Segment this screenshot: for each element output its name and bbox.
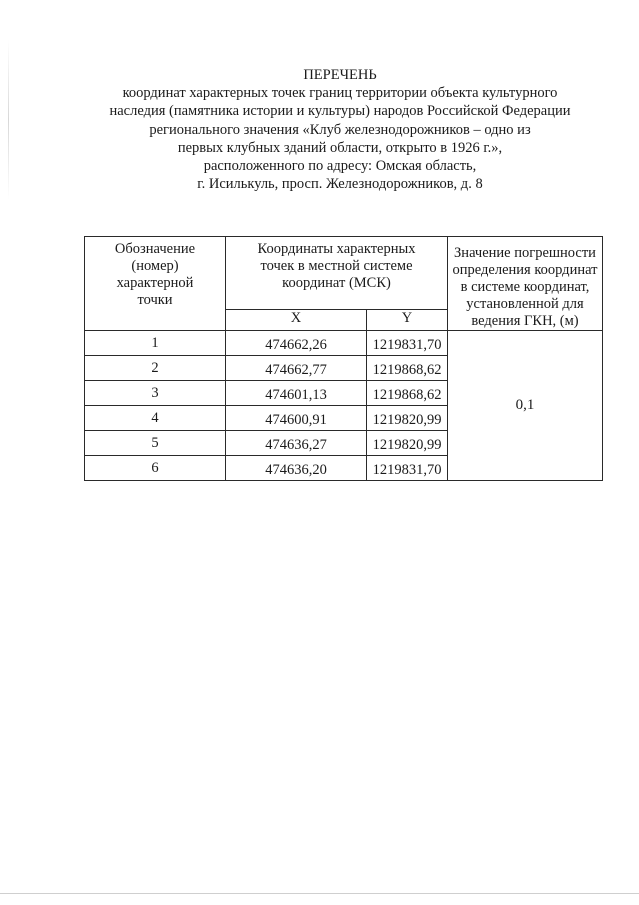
document-title: ПЕРЕЧЕНЬ	[303, 67, 377, 83]
header-text: (номер)	[131, 258, 179, 274]
point-number: 5	[85, 431, 226, 456]
table-header-row	[85, 237, 603, 310]
coordinates-table	[84, 236, 603, 481]
coord-x: 474636,20	[226, 456, 367, 481]
coord-x: 474662,77	[226, 356, 367, 381]
heading-line: координат характерных точек границ территории объекта культурного	[122, 85, 558, 102]
header-text: Координаты характерных	[257, 241, 416, 257]
header-text: характерной	[116, 275, 194, 291]
heading-line: первых клубных зданий области, открыто в 1926 г.»,	[177, 139, 503, 156]
header-text: определения координат	[452, 262, 598, 278]
coord-x: 474601,13	[226, 381, 367, 406]
coord-x: 474600,91	[226, 406, 367, 431]
coord-y: 1219831,70	[367, 331, 448, 356]
heading-line: г. Исилькуль, просп. Железнодорожников, д. 8	[197, 176, 483, 193]
coord-y: 1219820,99	[367, 406, 448, 431]
coord-y: 1219868,62	[367, 356, 448, 381]
coord-y: 1219820,99	[367, 431, 448, 456]
coord-y: 1219868,62	[367, 381, 448, 406]
header-x: X	[226, 309, 367, 330]
point-number: 1	[85, 331, 226, 356]
point-number: 6	[85, 456, 226, 481]
heading-line: расположенного по адресу: Омская область,	[203, 158, 477, 175]
scan-bottom-edge	[0, 893, 639, 894]
coord-y: 1219831,70	[367, 456, 448, 481]
scan-edge-mark	[8, 40, 9, 200]
heading-line: регионального значения «Клуб железнодорожников – одно из	[149, 121, 531, 138]
table-row	[85, 331, 603, 356]
point-number: 4	[85, 406, 226, 431]
document-heading	[60, 66, 620, 193]
header-text: координат (МСК)	[282, 275, 391, 291]
header-text: установленной для	[466, 296, 584, 312]
header-text: точек в местной системе	[260, 258, 413, 274]
error-value: 0,1	[448, 331, 603, 481]
header-text: ведения ГКН, (м)	[471, 313, 579, 329]
header-msk-label	[226, 237, 448, 310]
point-number: 2	[85, 356, 226, 381]
header-text: Значение погрешности	[454, 245, 596, 261]
header-text: точки	[137, 292, 173, 308]
coord-x: 474636,27	[226, 431, 367, 456]
header-text: Обозначение	[114, 241, 196, 257]
header-error-label	[448, 237, 603, 331]
header-y: Y	[367, 309, 448, 330]
header-text: в системе координат,	[460, 279, 590, 295]
coord-x: 474662,26	[226, 331, 367, 356]
header-point-label	[85, 237, 226, 331]
heading-line: наследия (памятника истории и культуры) народов Российской Федерации	[109, 103, 571, 120]
point-number: 3	[85, 381, 226, 406]
